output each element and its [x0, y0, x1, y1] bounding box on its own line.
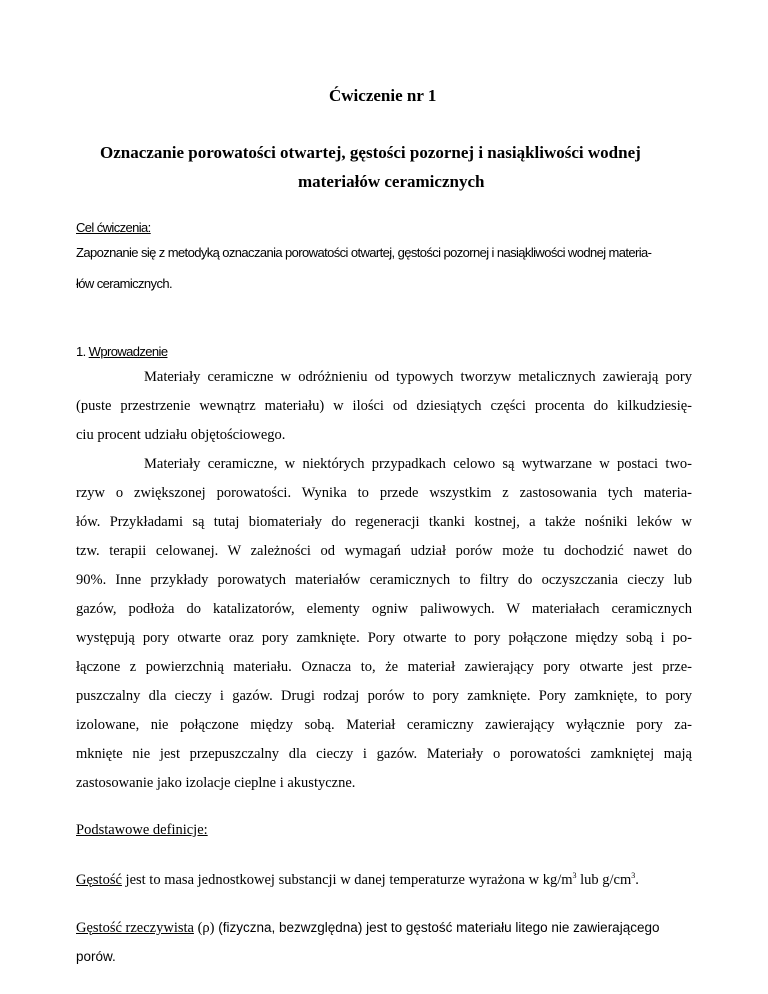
- section-heading: [76, 344, 167, 359]
- density-term: Gęstość: [76, 872, 122, 888]
- paragraph-line: zastosowanie jako izolacje cieplne i akustyczne.: [76, 775, 356, 791]
- document-subtitle-line1: Oznaczanie porowatości otwartej, gęstości pozornej i nasiąkliwości wodnej: [100, 143, 641, 162]
- paragraph-line: Materiały ceramiczne w odróżnieniu od typowych tworzyw metalicznych zawierają pory: [144, 369, 692, 385]
- paragraph-line: łów. Przykładami są tutaj biomateriały do regeneracji tkanki kostnej, a także nośniki leków w: [76, 514, 692, 530]
- paragraph-line: tzw. terapii celowanej. W zależności od wymagań udział porów może tu dochodzić nawet do: [76, 543, 692, 559]
- density-text-end: .: [635, 872, 639, 888]
- density-exponent: 3: [572, 871, 577, 881]
- density-definition: [76, 872, 639, 889]
- exercise-title: Ćwiczenie nr 1: [329, 86, 437, 105]
- paragraph-line: rzyw o zwiększonej porowatości. Wynika to przede wszystkim z zastosowania tych materia-: [76, 485, 692, 501]
- paragraph-line: izolowane, nie połączone między sobą. Materiał ceramiczny zawierający wyłącznie pory za-: [76, 717, 692, 733]
- section-title: Wprowadzenie: [88, 344, 168, 359]
- section-number: 1.: [76, 344, 86, 359]
- paragraph-line: mknięte nie jest przepuszczalny dla cieczy i gazów. Materiały o porowatości zamkniętej mają: [76, 746, 692, 762]
- paragraph-line: gazów, podłoża do katalizatorów, elementy ogniw paliwowych. W materiałach ceramicznych: [76, 601, 692, 617]
- paragraph-line: (puste przestrzenie wewnątrz materiału) w ilości od dziesiątych części procenta do kilkudziesię-: [76, 398, 692, 414]
- density-text-mid: lub g/cm: [576, 872, 632, 888]
- true-density-symbol: (ρ): [193, 920, 215, 936]
- paragraph-line: występują pory otwarte oraz pory zamknięte. Pory otwarte to pory połączone między sobą i po-: [76, 630, 692, 646]
- goal-text-line1: Zapoznanie się z metodyką oznaczania porowatości otwartej, gęstości pozornej i nasiąkliwości wodnej materia-: [76, 245, 652, 260]
- paragraph-line: puszczalny dla cieczy i gazów. Drugi rodzaj porów to pory zamknięte. Pory zamknięte, to pory: [76, 688, 692, 704]
- definitions-heading: Podstawowe definicje:: [76, 822, 208, 838]
- paragraph-line: ciu procent udziału objętościowego.: [76, 427, 286, 443]
- true-density-definition-line2: porów.: [76, 949, 116, 964]
- paragraph-line: 90%. Inne przykłady porowatych materiałów ceramicznych to filtry do oczyszczania cieczy lub: [76, 572, 692, 588]
- true-density-definition: [76, 920, 659, 937]
- true-density-term: Gęstość rzeczywista: [76, 920, 194, 936]
- document-subtitle-line2: materiałów ceramicznych: [298, 172, 485, 191]
- goal-label: Cel ćwiczenia:: [76, 220, 151, 235]
- density-exponent: 3: [631, 871, 636, 881]
- density-text: jest to masa jednostkowej substancji w danej temperaturze wyrażona w kg/m: [121, 872, 573, 888]
- true-density-text: (fizyczna, bezwzględna) jest to gęstość materiału litego nie zawierającego: [214, 920, 660, 935]
- goal-text-line2: łów ceramicznych.: [76, 276, 172, 291]
- paragraph-line: łączone z powierzchnią materiału. Oznacza to, że materiał zawierający pory otwarte jest prze-: [76, 659, 692, 675]
- paragraph-line: Materiały ceramiczne, w niektórych przypadkach celowo są wytwarzane w postaci two-: [144, 456, 692, 472]
